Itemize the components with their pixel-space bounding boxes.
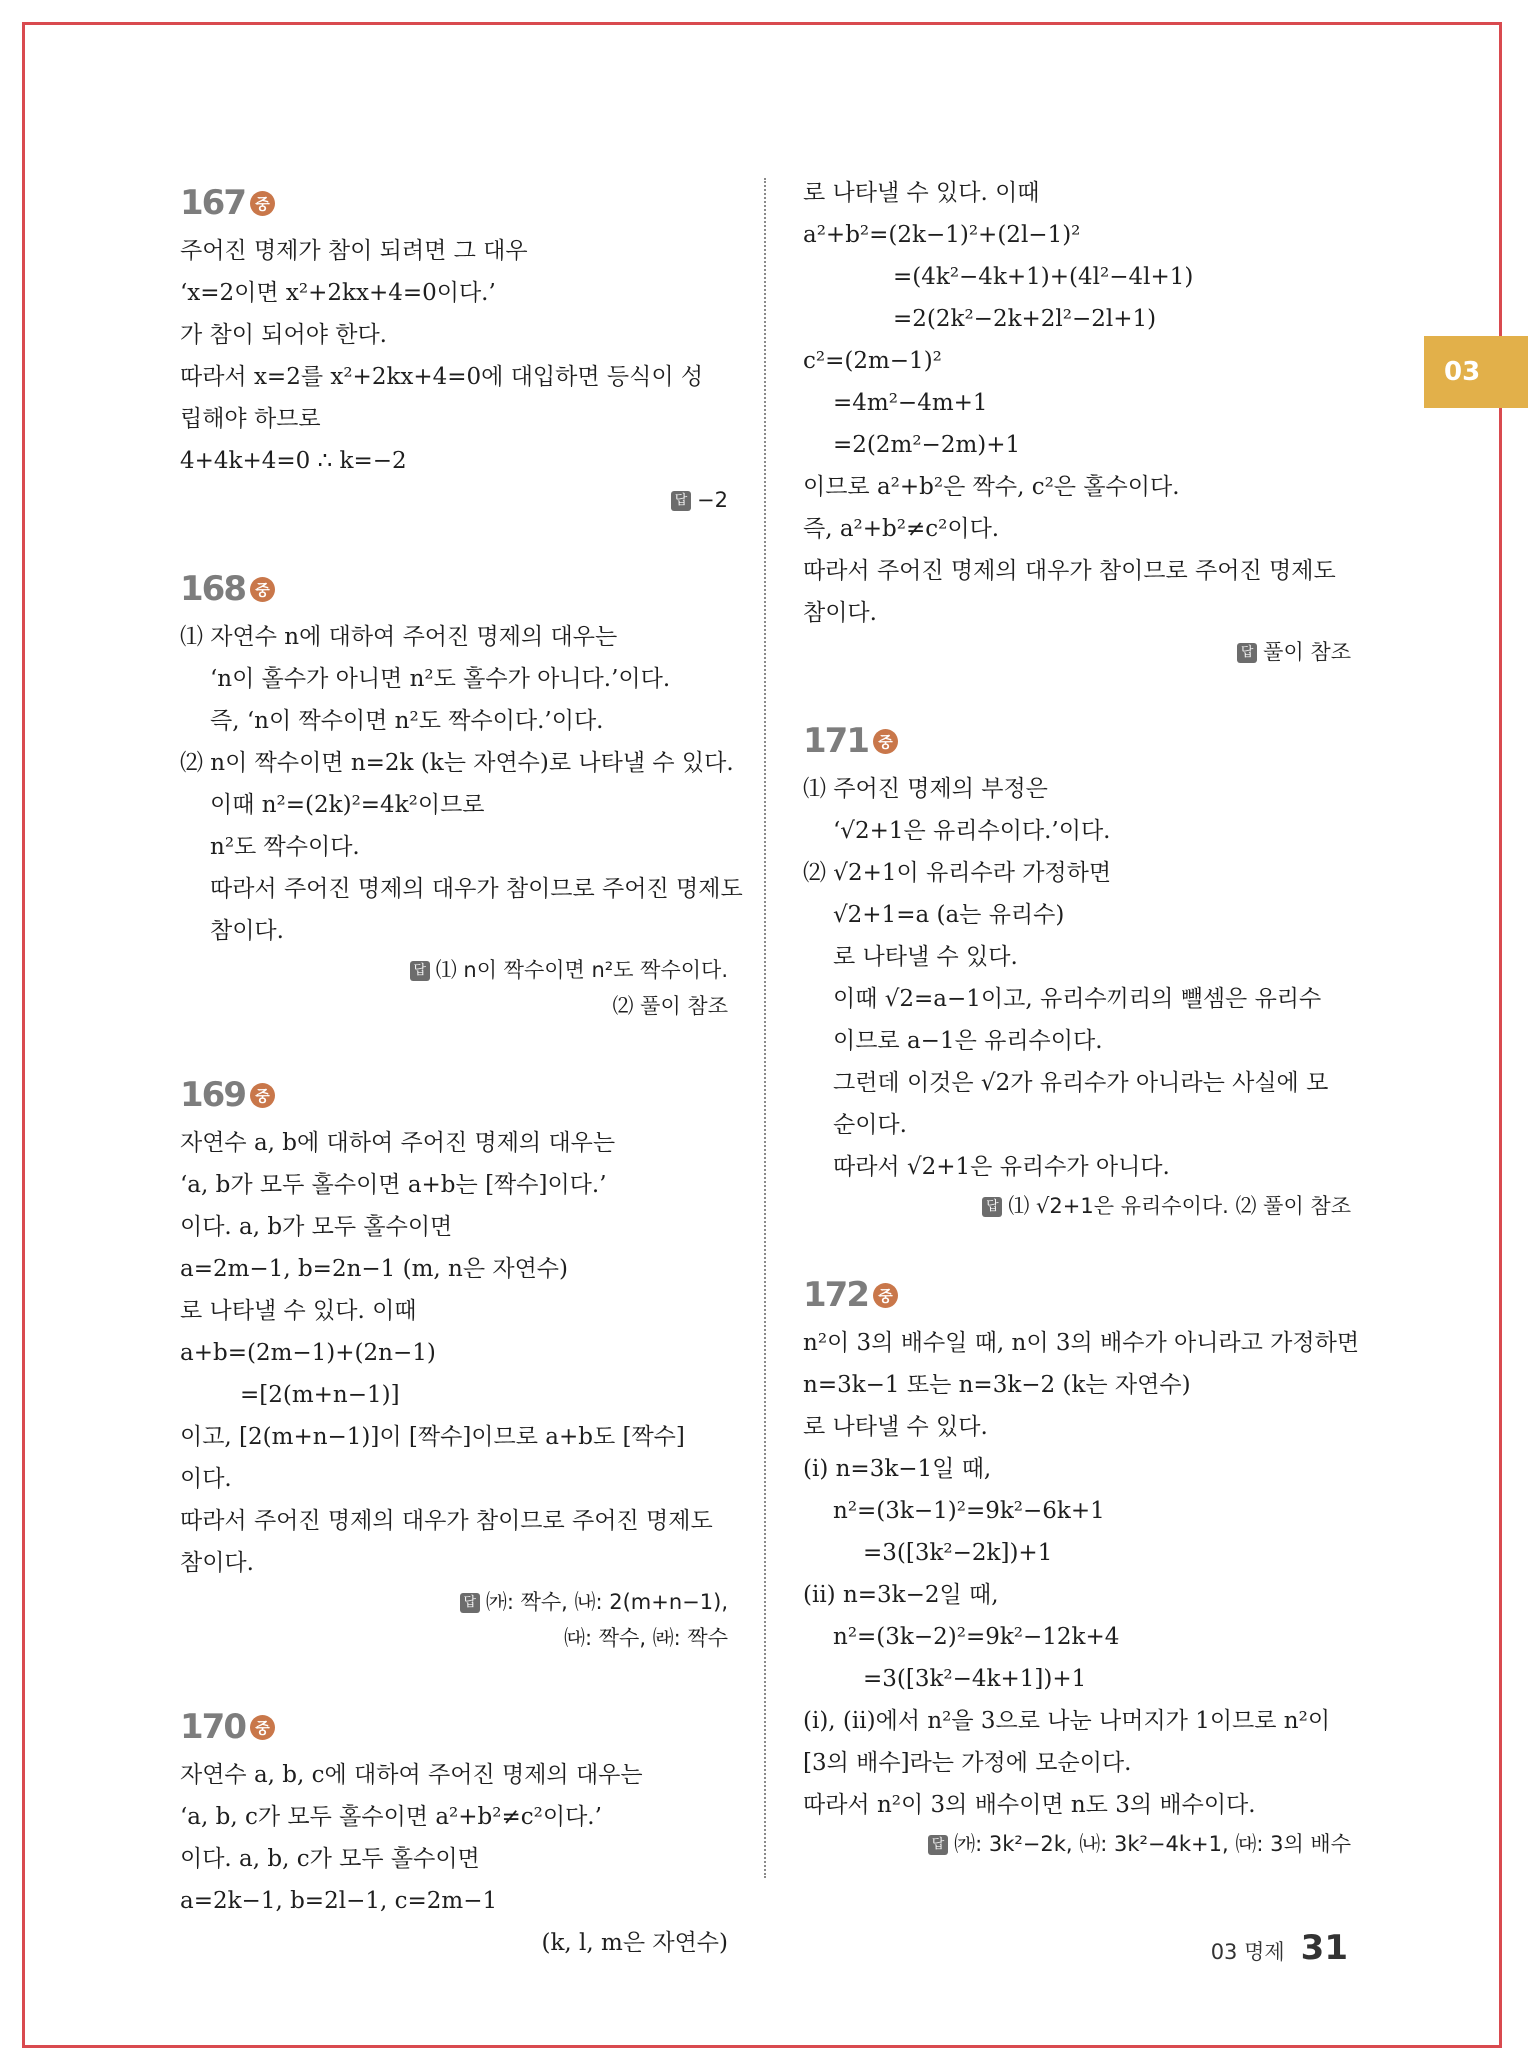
solution-line: 립해야 하므로: [180, 406, 321, 432]
solution-line: ⑵ n이 짝수이면 n=2k (k는 자연수)로 나타낼 수 있다.: [180, 750, 734, 776]
solution-line: 즉, ‘n이 짝수이면 n²도 짝수이다.’이다.: [210, 708, 604, 734]
problem-block: [803, 714, 1351, 1224]
solution-line: =2(2m²−2m)+1: [833, 432, 1021, 458]
solution-line: c²=(2m−1)²: [803, 348, 942, 374]
difficulty-badge: 중: [873, 729, 898, 754]
answer-icon: 답: [982, 1197, 1002, 1217]
problem-number: 167: [180, 183, 245, 223]
solution-line: (ⅱ) n=3k−2일 때,: [803, 1582, 999, 1608]
solution-line: 4+4k+4=0 ∴ k=−2: [180, 448, 407, 474]
answer-icon: 답: [460, 1593, 480, 1613]
solution-line: 자연수 a, b, c에 대하여 주어진 명제의 대우는: [180, 1762, 643, 1788]
column-divider: [764, 178, 766, 1878]
solution-line: 이때 √2=a−1이고, 유리수끼리의 뺄셈은 유리수: [833, 986, 1322, 1012]
answer-text: ㈎: 짝수, ㈏: 2(m+n−1),: [485, 1590, 728, 1614]
answer-text: ⑴ n이 짝수이면 n²도 짝수이다.: [435, 958, 728, 982]
answer-icon: 답: [671, 491, 691, 511]
answer-text: ㈎: 3k²−2k, ㈏: 3k²−4k+1, ㈐: 3의 배수: [954, 1832, 1351, 1856]
solution-line: 이다. a, b, c가 모두 홀수이면: [180, 1846, 480, 1872]
answer-text: ⑴ √2+1은 유리수이다. ⑵ 풀이 참조: [1008, 1194, 1351, 1218]
answer-line: [180, 1620, 728, 1656]
answer-text: ㈐: 짝수, ㈑: 짝수: [564, 1626, 728, 1650]
solution-line: =3([3k²−4k+1])+1: [863, 1666, 1087, 1692]
problem-header: [180, 1068, 728, 1122]
solution-line: 따라서 n²이 3의 배수이면 n도 3의 배수이다.: [803, 1792, 1256, 1818]
solution-line: 로 나타낼 수 있다.: [803, 1414, 988, 1440]
solution-line: ‘a, b, c가 모두 홀수이면 a²+b²≠c²이다.’: [180, 1804, 602, 1830]
solution-line: √2+1=a (a는 유리수): [833, 902, 1065, 928]
answer-icon: 답: [1237, 643, 1257, 663]
solution-line: 순이다.: [833, 1112, 907, 1138]
solution-line: ‘n이 홀수가 아니면 n²도 홀수가 아니다.’이다.: [210, 666, 671, 692]
solution-line: =(4k²−4k+1)+(4l²−4l+1): [893, 264, 1194, 290]
solution-line: 따라서 주어진 명제의 대우가 참이므로 주어진 명제도: [210, 876, 743, 902]
problem-header: [803, 1268, 1351, 1322]
answer-line: [180, 482, 728, 518]
solution-line: 참이다.: [210, 918, 284, 944]
problem-header: [803, 714, 1351, 768]
solution-line: ‘√2+1은 유리수이다.’이다.: [833, 818, 1111, 844]
solution-line: n²이 3의 배수일 때, n이 3의 배수가 아니라고 가정하면: [803, 1330, 1360, 1356]
solution-line: 이다.: [180, 1466, 232, 1492]
answer-line: [180, 952, 728, 988]
solution-line: 자연수 a, b에 대하여 주어진 명제의 대우는: [180, 1130, 616, 1156]
problem-number: 168: [180, 569, 245, 609]
answer-icon: 답: [928, 1835, 948, 1855]
solution-line: 이므로 a−1은 유리수이다.: [833, 1028, 1103, 1054]
problem-block: [180, 562, 743, 1024]
answer-text: −2: [697, 488, 728, 512]
solution-line: n²=(3k−2)²=9k²−12k+4: [833, 1624, 1120, 1650]
answer-icon: 답: [410, 961, 430, 981]
problem-header: [180, 562, 728, 616]
problem-header: [180, 176, 728, 230]
solution-line: ⑴ 주어진 명제의 부정은: [803, 776, 1048, 802]
answer-line: [180, 1584, 728, 1620]
solution-line: ⑵ √2+1이 유리수라 가정하면: [803, 860, 1112, 886]
difficulty-badge: 중: [873, 1283, 898, 1308]
difficulty-badge: 중: [250, 191, 275, 216]
answer-line: [803, 1826, 1351, 1862]
solution-line: 그런데 이것은 √2가 유리수가 아니라는 사실에 모: [833, 1070, 1329, 1096]
solution-line: 이고, [2(m+n−1)]이 [짝수]이므로 a+b도 [짝수]: [180, 1424, 685, 1450]
problem-header: [180, 1700, 728, 1754]
solution-line: 참이다.: [803, 600, 877, 626]
solution-line: 로 나타낼 수 있다. 이때: [180, 1298, 417, 1324]
difficulty-badge: 중: [250, 577, 275, 602]
solution-line: [3의 배수]라는 가정에 모순이다.: [803, 1750, 1132, 1776]
solution-line: 따라서 x=2를 x²+2kx+4=0에 대입하면 등식이 성: [180, 364, 704, 390]
solution-line: (k, l, m은 자연수): [541, 1930, 728, 1956]
page-number: 31: [1300, 1928, 1348, 1968]
solution-line: a=2k−1, b=2l−1, c=2m−1: [180, 1888, 498, 1914]
solution-line: 따라서 주어진 명제의 대우가 참이므로 주어진 명제도: [180, 1508, 713, 1534]
solution-line: (ⅰ) n=3k−1일 때,: [803, 1456, 992, 1482]
right-column: [803, 172, 1360, 1862]
footer-chapter: 03 명제: [1210, 1940, 1285, 1964]
problem-block: [803, 172, 1351, 670]
solution-line: 참이다.: [180, 1550, 254, 1576]
solution-line: ‘a, b가 모두 홀수이면 a+b는 [짝수]이다.’: [180, 1172, 607, 1198]
solution-line: 따라서 주어진 명제의 대우가 참이므로 주어진 명제도: [803, 558, 1336, 584]
problem-block: [803, 1268, 1360, 1862]
solution-line: n=3k−1 또는 n=3k−2 (k는 자연수): [803, 1372, 1191, 1398]
answer-line: [180, 988, 728, 1024]
problem-number: 171: [803, 721, 868, 761]
solution-line: 즉, a²+b²≠c²이다.: [803, 516, 1000, 542]
solution-line: a+b=(2m−1)+(2n−1): [180, 1340, 436, 1366]
answer-text: 풀이 참조: [1263, 640, 1351, 664]
answer-text: ⑵ 풀이 참조: [612, 994, 728, 1018]
problem-block: [180, 1700, 728, 1964]
solution-line: =[2(m+n−1)]: [240, 1382, 400, 1408]
left-column: [180, 172, 743, 1964]
problem-block: [180, 176, 728, 518]
difficulty-badge: 중: [250, 1715, 275, 1740]
solution-line: =3([3k²−2k])+1: [863, 1540, 1053, 1566]
problem-number: 170: [180, 1707, 245, 1747]
solution-line: n²=(3k−1)²=9k²−6k+1: [833, 1498, 1105, 1524]
problem-number: 169: [180, 1075, 245, 1115]
solution-line: =4m²−4m+1: [833, 390, 988, 416]
answer-line: [803, 1188, 1351, 1224]
solution-line: 이때 n²=(2k)²=4k²이므로: [210, 792, 485, 818]
solution-line: ⑴ 자연수 n에 대하여 주어진 명제의 대우는: [180, 624, 618, 650]
page-footer: [1211, 1928, 1348, 1968]
solution-line: 이다. a, b가 모두 홀수이면: [180, 1214, 453, 1240]
solution-line: 따라서 √2+1은 유리수가 아니다.: [833, 1154, 1170, 1180]
answer-line: [803, 634, 1351, 670]
solution-line: ‘x=2이면 x²+2kx+4=0이다.’: [180, 280, 496, 306]
solution-line: a²+b²=(2k−1)²+(2l−1)²: [803, 222, 1081, 248]
solution-line: 주어진 명제가 참이 되려면 그 대우: [180, 238, 528, 264]
solution-line: (ⅰ), (ⅱ)에서 n²을 3으로 나눈 나머지가 1이므로 n²이: [803, 1708, 1331, 1734]
solution-line: 로 나타낼 수 있다. 이때: [803, 180, 1040, 206]
solution-line: =2(2k²−2k+2l²−2l+1): [893, 306, 1157, 332]
problem-block: [180, 1068, 728, 1656]
solution-line: n²도 짝수이다.: [210, 834, 360, 860]
solution-line: a=2m−1, b=2n−1 (m, n은 자연수): [180, 1256, 568, 1282]
solution-line: 로 나타낼 수 있다.: [833, 944, 1018, 970]
problem-number: 172: [803, 1275, 868, 1315]
chapter-tab: 03: [1424, 336, 1528, 408]
solution-line: 가 참이 되어야 한다.: [180, 322, 387, 348]
solution-line: 이므로 a²+b²은 짝수, c²은 홀수이다.: [803, 474, 1180, 500]
difficulty-badge: 중: [250, 1083, 275, 1108]
